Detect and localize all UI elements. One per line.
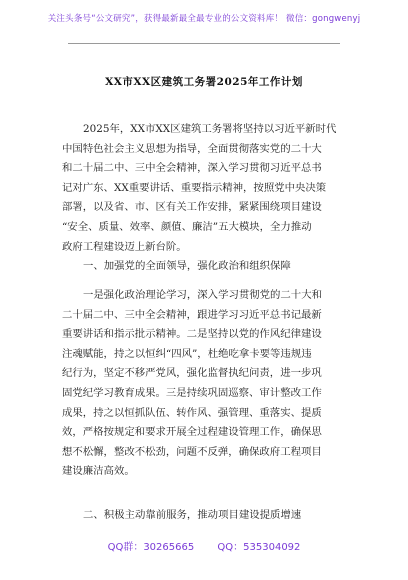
text-line: 固党纪学习教育成果。三是持续巩固巡察、审计整改工作 [62,386,322,399]
text-line: 部署，以及省、市、区有关工作安排，紧紧围绕项目建设 [62,201,322,214]
body-paragraph [62,286,354,482]
text-line: 注魂赋能，持之以恒纠“四风”，杜绝吃拿卡要等违规违 [62,347,312,360]
text-line: 和二十届二中、三中全会精神，深入学习贯彻习近平总书 [62,162,322,175]
text-line: 2025年，XX市XX区建筑工务署将坚持以习近平新时代 [83,123,337,135]
section-heading-2 [62,506,354,526]
header-divider [68,43,340,44]
intro-paragraph [62,120,354,257]
text-line: “安全、质量、效率、颜值、廉洁”五大模块，全力推动 [62,220,312,233]
text-line: 效，严格按规定和要求开展全过程建设管理工作，确保思 [62,426,322,439]
text-line: 二、积极主动靠前服务，推动项目建设提质增速 [83,509,302,521]
text-line: 一、加强党的全面领导，强化政治和组织保障 [83,260,291,272]
text-line: 中国特色社会主义思想为指导，全面贯彻落实党的二十大 [62,142,322,155]
document-title: XX市XX区建筑工务署2025年工作计划 [105,76,303,88]
text-line: 想不松懈，整改不松劲，问题不反弹，确保政府工程项目 [62,445,322,458]
text-line: 记对广东、XX重要讲话、重要指示精神，按照党中央决策 [62,181,327,194]
text-line: 一是强化政治理论学习，深入学习贯彻党的二十大和 [83,289,322,301]
text-line: 纪行为，坚定不移严党风，强化监督执纪问责，进一步巩 [62,367,322,380]
text-line: 成果，持之以恒抓队伍、转作风、强管理、重落实、提质 [62,406,322,419]
text-line: 二十届二中、三中全会精神，跟进学习习近平总书记最新 [62,308,322,321]
header-banner: 关注头条号“公文研究”，获得最新最全最专业的公文资料库！ 微信：gongwenyj [47,14,361,24]
qq-number: QQ：535304092 [217,542,301,553]
text-line: 建设廉洁高效。 [62,465,135,478]
qq-group-number: QQ群：30265665 [107,542,195,553]
text-line: 政府工程建设迈上新台阶。 [62,240,187,253]
footer-contact [0,538,408,553]
section-heading-1 [62,257,354,277]
text-line: 重要讲话和指示批示精神。二是坚持以党的作风纪律建设 [62,328,322,341]
